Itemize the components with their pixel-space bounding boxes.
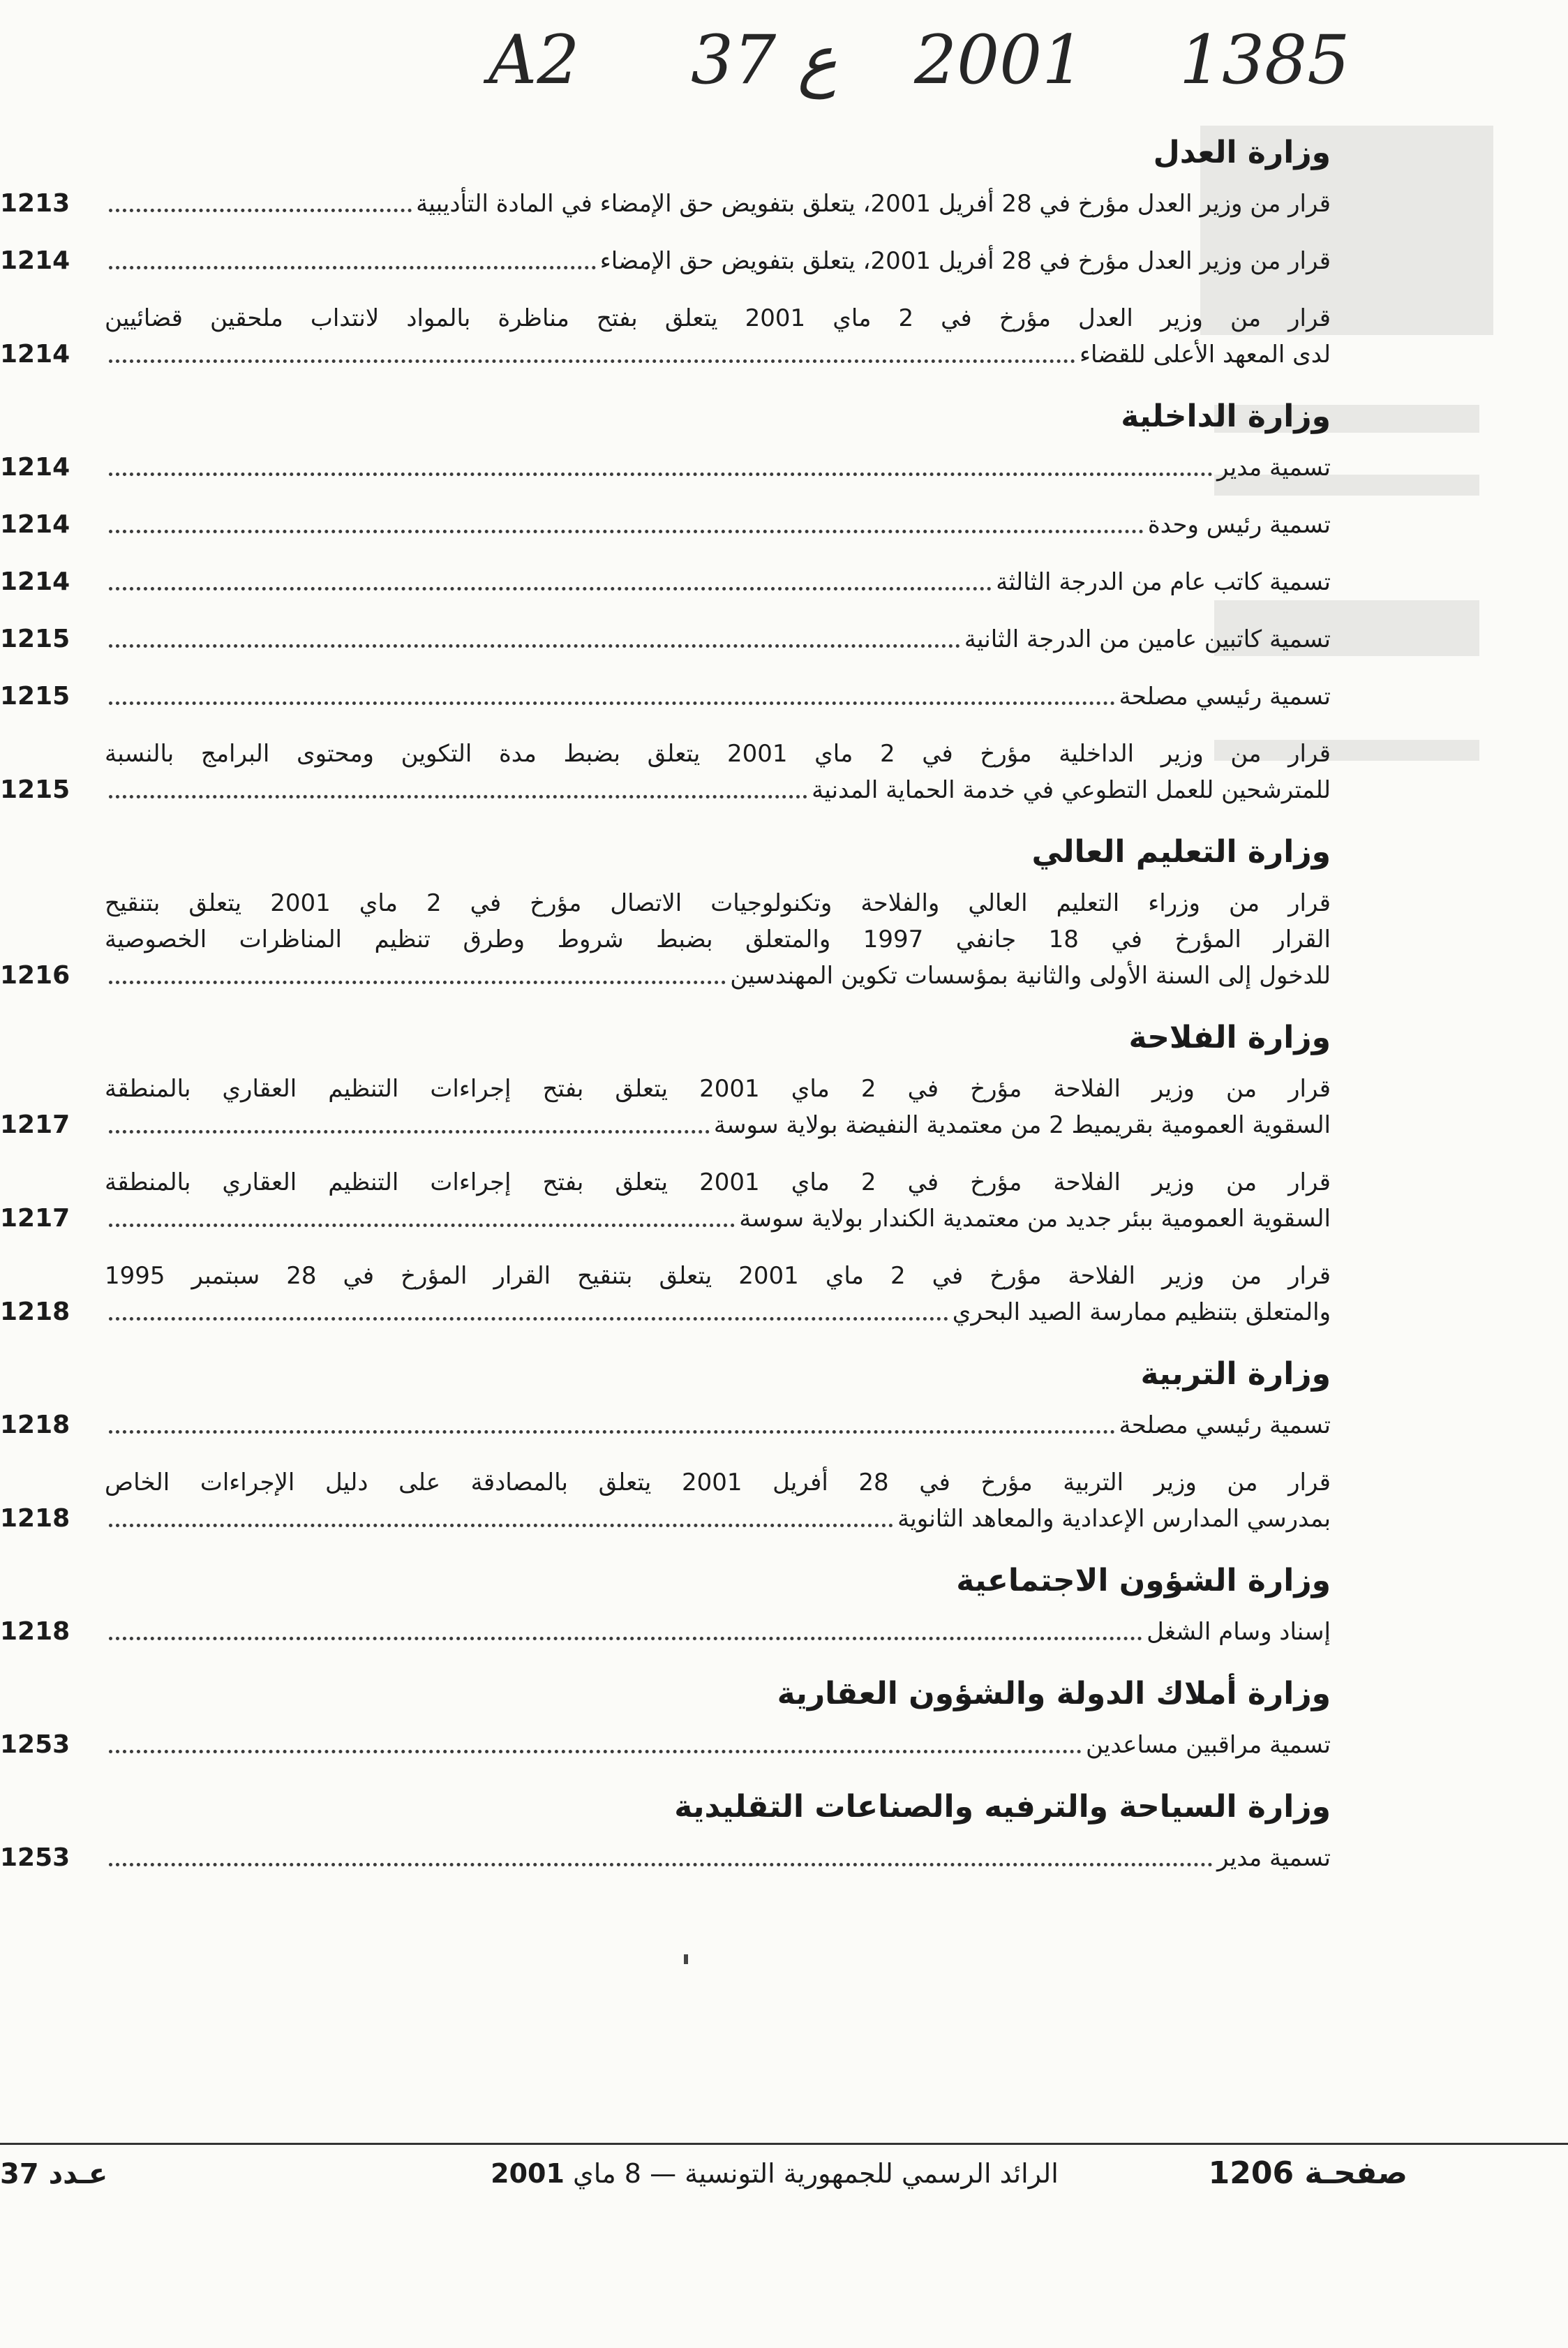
entry-text-line: قرار من وزير التربية مؤرخ في 28 أفريل 2001 يتعلق بالمصادقة على دليل الإجراءات الخاص [105, 1469, 1331, 1496]
page-number: 1217 [0, 1110, 70, 1139]
dot-leader [109, 1524, 893, 1527]
issue-number: عـدد 37 [0, 2158, 108, 2190]
entry-text-line: قرار من وزراء التعليم العالي والفلاحة وتكنولوجيات الاتصال مؤرخ في 2 ماي 2001 يتعلق بتنقيح [105, 889, 1331, 917]
dot-leader [109, 1430, 1115, 1434]
journal-name: الرائد الرسمي للجمهورية التونسية — 8 ماي [573, 2158, 1059, 2189]
page-number: 1213 [0, 189, 70, 218]
toc-entry [0, 1614, 1331, 1650]
toc-entry [0, 621, 1331, 657]
table-of-contents [0, 112, 1331, 1897]
entry-last-line [0, 1294, 1331, 1330]
entry-last-line [0, 958, 1331, 994]
toc-entry [0, 186, 1331, 222]
toc-entry [0, 564, 1331, 600]
toc-entry [0, 243, 1331, 279]
entry-text: تسمية مراقبين مساعدين [1085, 1731, 1331, 1759]
toc-entry [0, 736, 1331, 808]
toc-section [0, 829, 1331, 994]
toc-entry [0, 1727, 1331, 1763]
dot-leader [109, 530, 1144, 533]
section-title: وزارة الداخلية [1121, 399, 1331, 434]
dot-leader [109, 1317, 948, 1321]
toc-entry [0, 1464, 1331, 1537]
dot-leader [109, 209, 412, 212]
handwritten-mark: 2001 [914, 21, 1085, 99]
entry-text: إسناد وسام الشغل [1147, 1618, 1331, 1646]
handwritten-mark: 37 ع [691, 21, 837, 99]
page-number: 1217 [0, 1204, 70, 1233]
stray-mark [684, 1954, 688, 1964]
toc-section [0, 1671, 1331, 1763]
page-number: 1216 [0, 961, 70, 990]
entry-text-line: قرار من وزير الفلاحة مؤرخ في 2 ماي 2001 يتعلق بفتح إجراءات التنظيم العقاري بالمنطقة [105, 1168, 1331, 1196]
dot-leader [109, 1130, 710, 1134]
entry-last-line [0, 1107, 1331, 1143]
entry-text-line: للمترشحين للعمل التطوعي في خدمة الحماية المدنية [812, 776, 1331, 804]
entry-text: تسمية كاتبين عامين من الدرجة الثانية [964, 625, 1331, 653]
page-number: 1214 [0, 340, 70, 369]
page-number: 1218 [0, 1504, 70, 1533]
dot-leader [109, 359, 1075, 363]
entry-last-line [0, 1501, 1331, 1537]
toc-entry [0, 1407, 1331, 1443]
page-number: 1218 [0, 1617, 70, 1646]
entry-text-line: القرار المؤرخ في 18 جانفي 1997 والمتعلق بضبط شروط وطرق تنظيم المناظرات الخصوصية [105, 926, 1331, 953]
entry-last-line [0, 336, 1331, 373]
toc-entry [0, 1164, 1331, 1237]
toc-entry [0, 678, 1331, 715]
dot-leader [109, 1863, 1213, 1866]
page-footer [0, 2143, 1568, 2220]
toc-section [0, 1015, 1331, 1330]
entry-text-line: للدخول إلى السنة الأولى والثانية بمؤسسات تكوين المهندسين [730, 962, 1331, 990]
page-number: 1218 [0, 1298, 70, 1326]
entry-text: قرار من وزير العدل مؤرخ في 28 أفريل 2001، يتعلق بتفويض حق الإمضاء في المادة التأديبية [416, 190, 1331, 218]
page-number: 1215 [0, 625, 70, 653]
dot-leader [109, 795, 807, 798]
page-number: 1253 [0, 1730, 70, 1759]
entry-text: تسمية مدير [1216, 1844, 1331, 1872]
entry-text: تسمية مدير [1216, 454, 1331, 482]
toc-entry [0, 449, 1331, 486]
dot-leader [109, 587, 992, 590]
dot-leader [109, 266, 596, 269]
handwritten-annotations [0, 14, 1568, 112]
section-title: وزارة الفلاحة [1128, 1020, 1331, 1055]
section-title: وزارة التربية [1140, 1356, 1331, 1392]
toc-section [0, 1784, 1331, 1876]
dot-leader [109, 1750, 1082, 1753]
dot-leader [109, 1637, 1142, 1640]
journal-year: 2001 [491, 2158, 565, 2189]
section-title: وزارة العدل [1153, 135, 1331, 170]
handwritten-mark: 1385 [1179, 21, 1350, 99]
toc-entry [0, 1840, 1331, 1876]
dot-leader [109, 644, 960, 648]
entry-text: قرار من وزير العدل مؤرخ في 28 أفريل 2001، يتعلق بتفويض حق الإمضاء [599, 247, 1331, 275]
entry-text-line: بمدرسي المدارس الإعدادية والمعاهد الثانوية [897, 1505, 1331, 1533]
toc-section [0, 1351, 1331, 1537]
section-title: وزارة التعليم العالي [1031, 834, 1331, 870]
toc-section [0, 130, 1331, 373]
toc-entry [0, 1071, 1331, 1143]
entry-text-line: قرار من وزير العدل مؤرخ في 2 ماي 2001 يتعلق بفتح مناظرة بالمواد لانتداب ملحقين قضائيين [105, 304, 1331, 332]
toc-section [0, 394, 1331, 808]
entry-text-line: السقوية العمومية ببئر جديد من معتمدية الكندار بولاية سوسة [739, 1205, 1331, 1233]
footer-rule [0, 2143, 1568, 2145]
entry-text-line: السقوية العمومية بقريميط 2 من معتمدية النفيضة بولاية سوسة [713, 1111, 1331, 1139]
toc-entry [0, 507, 1331, 543]
toc-entry [0, 1258, 1331, 1330]
entry-text-line: والمتعلق بتنظيم ممارسة الصيد البحري [952, 1298, 1331, 1326]
page-number: 1214 [0, 510, 70, 539]
handwritten-mark: A2 [488, 21, 580, 99]
dot-leader [109, 701, 1115, 705]
section-title: وزارة أملاك الدولة والشؤون العقارية [777, 1676, 1331, 1711]
section-title: وزارة الشؤون الاجتماعية [956, 1563, 1331, 1598]
dot-leader [109, 1224, 735, 1227]
page-number: 1214 [0, 453, 70, 482]
toc-entry [0, 300, 1331, 373]
page-number: 1215 [0, 682, 70, 711]
entry-text: تسمية رئيسي مصلحة [1119, 1411, 1331, 1439]
entry-text-line: قرار من وزير الداخلية مؤرخ في 2 ماي 2001 يتعلق بضبط مدة التكوين ومحتوى البرامج بالنسبة [105, 740, 1331, 768]
entry-text-line: لدى المعهد الأعلى للقضاء [1080, 341, 1331, 369]
entry-last-line [0, 772, 1331, 808]
section-title: وزارة السياحة والترفيه والصناعات التقليدية [674, 1789, 1331, 1825]
dot-leader [109, 981, 726, 984]
page-number: 1214 [0, 246, 70, 275]
entry-text-line: قرار من وزير الفلاحة مؤرخ في 2 ماي 2001 يتعلق بتنقيح القرار المؤرخ في 28 سبتمبر 1995 [105, 1262, 1331, 1290]
entry-text-line: قرار من وزير الفلاحة مؤرخ في 2 ماي 2001 يتعلق بفتح إجراءات التنظيم العقاري بالمنطقة [105, 1075, 1331, 1103]
page-number: 1215 [0, 775, 70, 804]
page-number: 1218 [0, 1411, 70, 1439]
entry-text: تسمية رئيسي مصلحة [1119, 683, 1331, 711]
toc-entry [0, 885, 1331, 994]
entry-last-line [0, 1201, 1331, 1237]
journal-title [461, 2158, 1089, 2189]
toc-section [0, 1558, 1331, 1650]
entry-text: تسمية كاتب عام من الدرجة الثالثة [996, 568, 1331, 596]
page-number: 1214 [0, 567, 70, 596]
page-label: صفحـة 1206 [1208, 2155, 1408, 2191]
page-number: 1253 [0, 1843, 70, 1872]
dot-leader [109, 473, 1213, 476]
entry-text: تسمية رئيس وحدة [1147, 511, 1331, 539]
